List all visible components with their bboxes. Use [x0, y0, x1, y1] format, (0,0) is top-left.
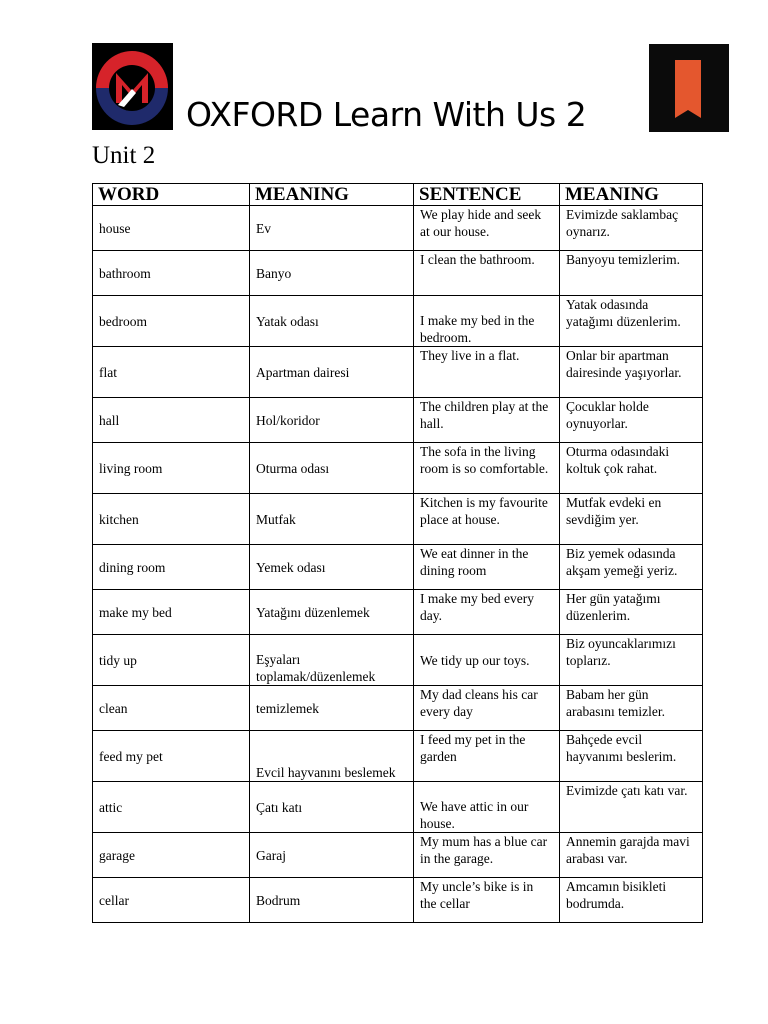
sentence-cell: They live in a flat. [414, 347, 560, 398]
sentence-cell: We play hide and seek at our house. [414, 206, 560, 251]
table-row [93, 590, 703, 635]
table-row [93, 206, 703, 251]
sentence-cell: Kitchen is my favourite place at house. [414, 494, 560, 545]
translation-cell: Mutfak evdeki en sevdiğim yer. [560, 494, 703, 545]
meaning-cell: Eşyaları toplamak/düzenlemek [250, 635, 414, 686]
table-row [93, 545, 703, 590]
sentence-cell: The children play at the hall. [414, 398, 560, 443]
word-cell: house [93, 206, 250, 251]
translation-cell: Banyoyu temizlerim. [560, 251, 703, 296]
translation-cell: Biz yemek odasında akşam yemeği yeriz. [560, 545, 703, 590]
table-row [93, 782, 703, 833]
translation-cell: Biz oyuncaklarımızı toplarız. [560, 635, 703, 686]
word-cell: bedroom [93, 296, 250, 347]
meaning-cell: Ev [250, 206, 414, 251]
sentence-cell: I make my bed in the bedroom. [414, 296, 560, 347]
translation-cell: Oturma odasındaki koltuk çok rahat. [560, 443, 703, 494]
sentence-cell: We eat dinner in the dining room [414, 545, 560, 590]
table-row [93, 443, 703, 494]
table-row [93, 251, 703, 296]
translation-cell: Evimizde çatı katı var. [560, 782, 703, 833]
unit-heading: Unit 2 [92, 142, 156, 169]
word-cell: dining room [93, 545, 250, 590]
sentence-cell: We have attic in our house. [414, 782, 560, 833]
table-row [93, 686, 703, 731]
meaning-cell: Hol/koridor [250, 398, 414, 443]
table-row [93, 833, 703, 878]
sentence-cell: My mum has a blue car in the garage. [414, 833, 560, 878]
mercan-koleji-logo [92, 43, 173, 130]
header-sentence: SENTENCE [414, 184, 560, 206]
word-cell: tidy up [93, 635, 250, 686]
translation-cell: Çocuklar holde oynuyorlar. [560, 398, 703, 443]
table-row [93, 296, 703, 347]
table-row [93, 494, 703, 545]
word-cell: garage [93, 833, 250, 878]
meaning-cell: Çatı katı [250, 782, 414, 833]
word-cell: living room [93, 443, 250, 494]
vocabulary-table [92, 183, 703, 923]
sentence-cell: I clean the bathroom. [414, 251, 560, 296]
meaning-cell: Yatağını düzenlemek [250, 590, 414, 635]
en-iyisi-logo [649, 44, 729, 132]
translation-cell: Babam her gün arabasını temizler. [560, 686, 703, 731]
translation-cell: Amcamın bisikleti bodrumda. [560, 878, 703, 923]
meaning-cell: Yatak odası [250, 296, 414, 347]
meaning-cell: Bodrum [250, 878, 414, 923]
table-header-row [93, 184, 703, 206]
sentence-cell: The sofa in the living room is so comfortable. [414, 443, 560, 494]
meaning-cell: Yemek odası [250, 545, 414, 590]
document-title: OXFORD Learn With Us 2 [186, 95, 587, 134]
word-cell: kitchen [93, 494, 250, 545]
translation-cell: Her gün yatağımı düzenlerim. [560, 590, 703, 635]
meaning-cell: Mutfak [250, 494, 414, 545]
translation-cell: Yatak odasında yatağımı düzenlerim. [560, 296, 703, 347]
sentence-cell: My uncle’s bike is in the cellar [414, 878, 560, 923]
meaning-cell: Oturma odası [250, 443, 414, 494]
meaning-cell: Evcil hayvanını beslemek [250, 731, 414, 782]
meaning-cell: temizlemek [250, 686, 414, 731]
header-word: WORD [93, 184, 250, 206]
word-cell: make my bed [93, 590, 250, 635]
sentence-cell: I make my bed every day. [414, 590, 560, 635]
header-meaning: MEANING [250, 184, 414, 206]
word-cell: hall [93, 398, 250, 443]
meaning-cell: Garaj [250, 833, 414, 878]
sentence-cell: We tidy up our toys. [414, 635, 560, 686]
header-translation: MEANING [560, 184, 703, 206]
translation-cell: Annemin garajda mavi arabası var. [560, 833, 703, 878]
table-row [93, 347, 703, 398]
table-row [93, 398, 703, 443]
word-cell: attic [93, 782, 250, 833]
word-cell: bathroom [93, 251, 250, 296]
translation-cell: Evimizde saklambaç oynarız. [560, 206, 703, 251]
meaning-cell: Banyo [250, 251, 414, 296]
translation-cell: Onlar bir apartman dairesinde yaşıyorlar. [560, 347, 703, 398]
sentence-cell: My dad cleans his car every day [414, 686, 560, 731]
table-row [93, 635, 703, 686]
word-cell: cellar [93, 878, 250, 923]
table-row [93, 878, 703, 923]
meaning-cell: Apartman dairesi [250, 347, 414, 398]
sentence-cell: I feed my pet in the garden [414, 731, 560, 782]
table-row [93, 731, 703, 782]
word-cell: flat [93, 347, 250, 398]
word-cell: clean [93, 686, 250, 731]
word-cell: feed my pet [93, 731, 250, 782]
translation-cell: Bahçede evcil hayvanımı beslerim. [560, 731, 703, 782]
